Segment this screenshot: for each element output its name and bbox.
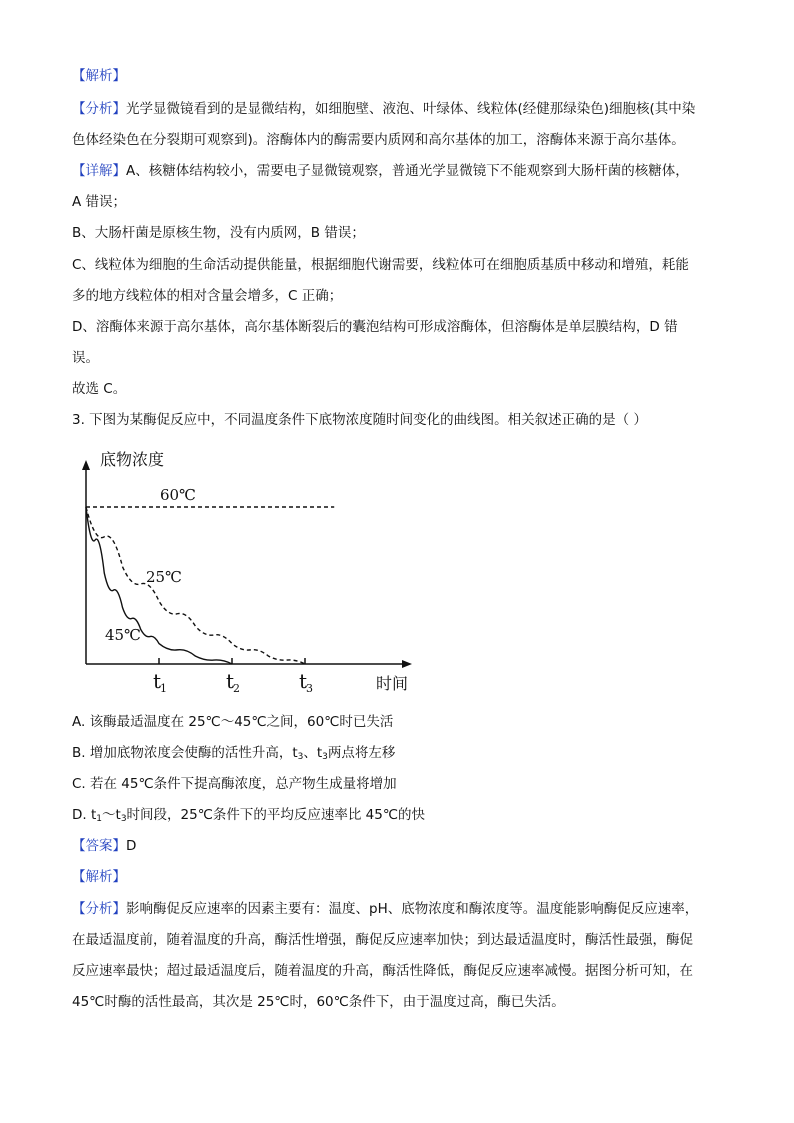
option-d-mid: ～t bbox=[102, 807, 121, 823]
option-d-explain-line1: D、溶酶体来源于高尔基体，高尔基体断裂后的囊泡结构可形成溶酶体，但溶酶体是单层膜结构，D 错 bbox=[72, 319, 678, 335]
fenxi-paragraph-line2: 色体经染色在分裂期可观察到)。溶酶体内的酶需要内质网和高尔基体的加工，溶酶体来源于高尔基体。 bbox=[72, 132, 685, 148]
answer-line bbox=[72, 836, 136, 856]
x-tick-sub-3: 3 bbox=[306, 682, 313, 695]
option-c: C. 若在 45℃条件下提高酶浓度，总产物生成量将增加 bbox=[72, 776, 397, 792]
fenxi-label: 【分析】 bbox=[72, 101, 126, 117]
q3-fenxi-label: 【分析】 bbox=[72, 901, 126, 917]
xiangjie-paragraph-line1 bbox=[72, 161, 689, 181]
x-tick-label-3: t bbox=[299, 669, 308, 693]
answer-label: 【答案】 bbox=[72, 838, 126, 854]
option-d-suffix: 时间段，25℃条件下的平均反应速率比 45℃的快 bbox=[126, 807, 426, 823]
x-tick-sub-1: 1 bbox=[160, 682, 167, 695]
conclusion: 故选 C。 bbox=[72, 381, 127, 397]
option-c-explain-line2: 多的地方线粒体的相对含量会增多，C 正确； bbox=[72, 288, 343, 304]
series-label-2: 25℃ bbox=[146, 568, 182, 586]
enzyme-substrate-chart bbox=[60, 440, 420, 700]
q3-fenxi-line1 bbox=[72, 899, 698, 919]
option-b-prefix: B. 增加底物浓度会使酶的活性升高，t bbox=[72, 745, 298, 761]
option-b bbox=[72, 743, 395, 767]
option-b-mid: 、t bbox=[303, 745, 323, 761]
q3-fenxi-line4: 45℃时酶的活性最高，其次是 25℃时，60℃条件下，由于温度过高，酶已失活。 bbox=[72, 994, 565, 1010]
x-tick-label-2: t bbox=[226, 669, 235, 693]
option-b-sub1: 3 bbox=[297, 752, 304, 762]
q3-fenxi-text: 影响酶促反应速率的因素主要有：温度、pH、底物浓度和酶浓度等。温度能影响酶促反应速率， bbox=[126, 901, 699, 917]
question-3-stem: 3. 下图为某酶促反应中，不同温度条件下底物浓度随时间变化的曲线图。相关叙述正确的是（ ） bbox=[72, 412, 647, 428]
analysis-heading-q3: 【解析】 bbox=[72, 869, 126, 885]
answer-value: D bbox=[126, 838, 137, 854]
x-tick-sub-2: 2 bbox=[233, 682, 240, 695]
option-b-sub2: 3 bbox=[322, 752, 328, 762]
x-axis-label: 时间 bbox=[376, 674, 409, 693]
series-label-1: 60℃ bbox=[160, 486, 196, 504]
analysis-heading: 【解析】 bbox=[72, 68, 126, 84]
fenxi-paragraph-line1 bbox=[72, 99, 695, 119]
chart-labels bbox=[100, 450, 408, 695]
option-b-explain: B、大肠杆菌是原核生物，没有内质网，B 错误； bbox=[72, 225, 365, 241]
option-c-explain-line1: C、线粒体为细胞的生命活动提供能量，根据细胞代谢需要，线粒体可在细胞质基质中移动和增殖，耗能 bbox=[72, 257, 689, 273]
option-b-suffix: 两点将左移 bbox=[327, 745, 396, 761]
series-label-3: 45℃ bbox=[105, 626, 141, 644]
option-d-sub2: 3 bbox=[120, 814, 127, 824]
q3-fenxi-line2: 在最适温度前，随着温度的升高，酶活性增强，酶促反应速率加快；到达最适温度时，酶活性最强，酶促 bbox=[72, 932, 693, 948]
q3-fenxi-line3: 反应速率最快；超过最适温度后，随着温度的升高，酶活性降低，酶促反应速率减慢。据图分析可知，在 bbox=[72, 963, 693, 979]
xiangjie-label: 【详解】 bbox=[72, 163, 126, 179]
y-axis-arrow bbox=[82, 460, 90, 470]
xiangjie-text: A、核糖体结构较小，需要电子显微镜观察，普通光学显微镜下不能观察到大肠杆菌的核糖体， bbox=[126, 163, 689, 179]
option-d bbox=[72, 805, 425, 829]
option-d-explain-line2: 误。 bbox=[72, 350, 99, 366]
option-d-prefix: D. t bbox=[72, 807, 97, 823]
y-axis-label: 底物浓度 bbox=[100, 450, 165, 469]
x-tick-label-1: t bbox=[153, 669, 162, 693]
option-d-sub1: 1 bbox=[96, 814, 103, 824]
x-axis-arrow bbox=[402, 660, 412, 668]
fenxi-text: 光学显微镜看到的是显微结构，如细胞壁、液泡、叶绿体、线粒体(经健那绿染色)细胞核(其中染 bbox=[126, 101, 696, 117]
option-a-explain-line2: A 错误； bbox=[72, 194, 127, 210]
option-a: A. 该酶最适温度在 25℃～45℃之间，60℃时已失活 bbox=[72, 714, 394, 730]
